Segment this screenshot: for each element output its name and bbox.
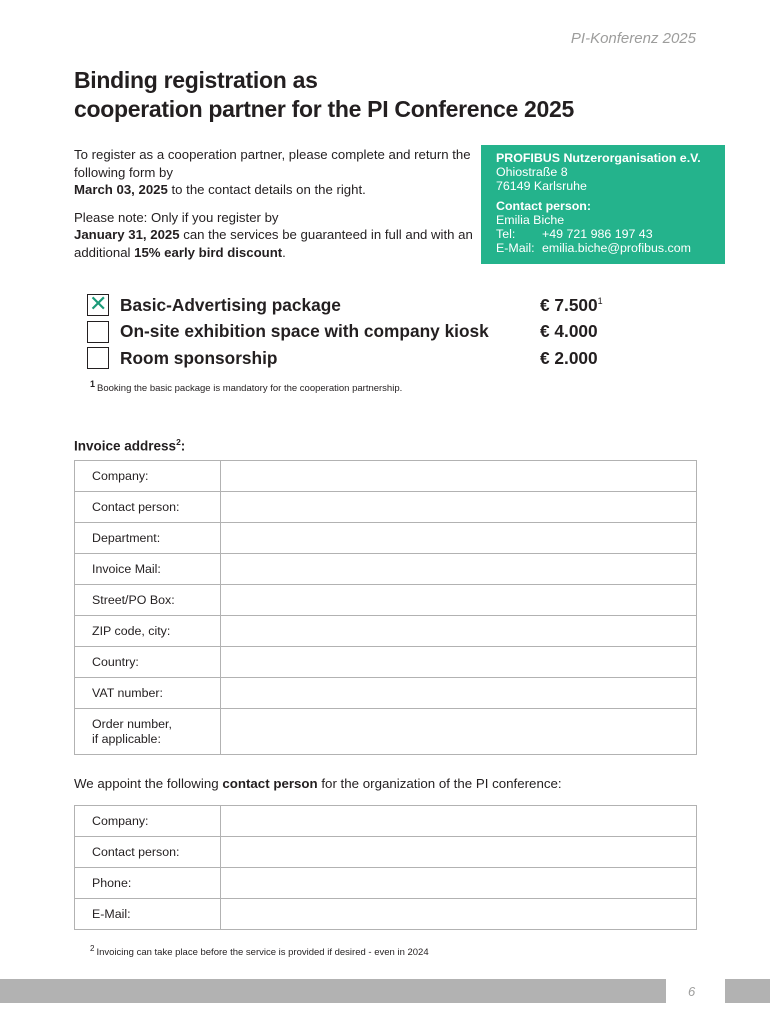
invoice-contact-person-input[interactable] <box>221 492 697 523</box>
package-price: € 2.000 <box>540 347 598 368</box>
field-label: E-Mail: <box>75 899 221 930</box>
room-sponsorship-checkbox[interactable] <box>87 347 109 369</box>
field-label: Contact person: <box>75 837 221 868</box>
intro-p1-text: To register as a cooperation partner, please complete and return the following form by <box>74 147 471 180</box>
early-bird-discount: 15% early bird discount <box>134 244 283 260</box>
order-number-label-line1: Order number, <box>92 716 172 731</box>
contact-email-key: E-Mail: <box>496 240 535 255</box>
package-price-value: € 7.500 <box>540 294 598 315</box>
field-label: Company: <box>75 806 221 837</box>
contact-box <box>481 145 725 264</box>
invoice-mail-input[interactable] <box>221 554 697 585</box>
intro-p2-text: Please note: Only if you register by <box>74 209 279 225</box>
footnote-2 <box>90 944 429 958</box>
table-row <box>75 837 697 868</box>
package-option-exhibition <box>87 319 647 346</box>
page-number: 6 <box>688 984 696 999</box>
field-label <box>75 709 221 755</box>
order-number-label-line2: if applicable: <box>92 731 161 746</box>
title-line-1: Binding registration as <box>74 67 318 93</box>
contact-person-input[interactable] <box>221 837 697 868</box>
appoint-contact-text <box>74 776 562 791</box>
table-row <box>75 523 697 554</box>
package-label: On-site exhibition space with company kiosk <box>120 321 489 342</box>
package-price: € 4.000 <box>540 321 598 342</box>
package-price-footnote: 1 <box>597 295 603 306</box>
invoice-label-suffix: : <box>180 438 186 454</box>
page-title <box>74 66 574 124</box>
package-option-basic <box>87 292 647 319</box>
contact-org: PROFIBUS Nutzerorganisation e.V. <box>496 151 701 165</box>
table-row <box>75 554 697 585</box>
table-row <box>75 647 697 678</box>
intro-paragraph-2 <box>74 209 474 262</box>
table-row <box>75 678 697 709</box>
field-label: VAT number: <box>75 678 221 709</box>
field-label: Invoice Mail: <box>75 554 221 585</box>
invoice-country-input[interactable] <box>221 647 697 678</box>
early-bird-deadline: January 31, 2025 <box>74 227 180 242</box>
invoice-department-input[interactable] <box>221 523 697 554</box>
contact-tel-value: +49 721 986 197 43 <box>542 226 653 241</box>
footnote-2-text: Invoicing can take place before the service is provided if desired - even in 2024 <box>96 947 429 959</box>
field-label: Department: <box>75 523 221 554</box>
table-row <box>75 585 697 616</box>
package-label: Basic-Advertising package <box>120 294 341 315</box>
contact-city: 76149 Karlsruhe <box>496 178 587 193</box>
invoice-address-table <box>74 460 697 755</box>
table-row <box>75 709 697 755</box>
table-row <box>75 806 697 837</box>
table-row <box>75 492 697 523</box>
contact-street: Ohiostraße 8 <box>496 164 568 179</box>
running-header: PI-Konferenz 2025 <box>570 30 696 47</box>
title-line-2: cooperation partner for the PI Conference 2025 <box>74 96 574 122</box>
intro-paragraph-1 <box>74 146 474 199</box>
invoice-vat-input[interactable] <box>221 678 697 709</box>
contact-name: Emilia Biche <box>496 213 565 228</box>
table-row <box>75 899 697 930</box>
package-price <box>540 295 603 316</box>
appoint-post: for the organization of the PI conference: <box>317 776 562 791</box>
footer-bar-end <box>725 979 770 1003</box>
footnote-1-mark: 1 <box>90 379 96 389</box>
invoice-label-text: Invoice address <box>74 438 177 454</box>
invoice-order-number-input[interactable] <box>221 709 697 755</box>
appoint-bold: contact person <box>222 776 318 791</box>
contact-tel-key: Tel: <box>496 226 516 241</box>
contact-email-value[interactable]: emilia.biche@profibus.com <box>542 240 691 255</box>
field-label: Company: <box>75 461 221 492</box>
package-label: Room sponsorship <box>120 347 278 368</box>
table-row <box>75 868 697 899</box>
footer-bar <box>0 979 666 1003</box>
contact-person-table <box>74 805 697 930</box>
basic-package-checkbox[interactable] <box>87 294 109 316</box>
intro-text <box>74 146 474 261</box>
exhibition-package-checkbox[interactable] <box>87 321 109 343</box>
footnote-1-text: Booking the basic package is mandatory for the cooperation partnership. <box>97 383 403 394</box>
field-label: Country: <box>75 647 221 678</box>
table-row <box>75 616 697 647</box>
contact-company-input[interactable] <box>221 806 697 837</box>
invoice-zip-city-input[interactable] <box>221 616 697 647</box>
invoice-address-heading <box>74 437 185 454</box>
intro-p1-rest: to the contact details on the right. <box>167 182 366 197</box>
package-options <box>87 292 647 372</box>
field-label: Phone: <box>75 868 221 899</box>
invoice-footnote-mark: 2 <box>176 437 181 447</box>
footnote-2-mark: 2 <box>90 944 95 953</box>
package-option-room <box>87 345 647 372</box>
field-label: Contact person: <box>75 492 221 523</box>
contact-phone-input[interactable] <box>221 868 697 899</box>
invoice-company-input[interactable] <box>221 461 697 492</box>
contact-tel-row <box>496 228 725 242</box>
table-row <box>75 461 697 492</box>
registration-deadline: March 03, 2025 <box>74 182 168 197</box>
contact-email-row <box>496 242 725 256</box>
footnote-1 <box>90 379 403 394</box>
intro-p2-end: . <box>282 244 286 260</box>
contact-email-input[interactable] <box>221 899 697 930</box>
invoice-street-input[interactable] <box>221 585 697 616</box>
field-label: ZIP code, city: <box>75 616 221 647</box>
intro-p2-mid: can the services be guaranteed in full and with an additional <box>74 227 473 260</box>
field-label: Street/PO Box: <box>75 585 221 616</box>
appoint-pre: We appoint the following <box>74 776 223 791</box>
contact-heading: Contact person: <box>496 199 591 214</box>
